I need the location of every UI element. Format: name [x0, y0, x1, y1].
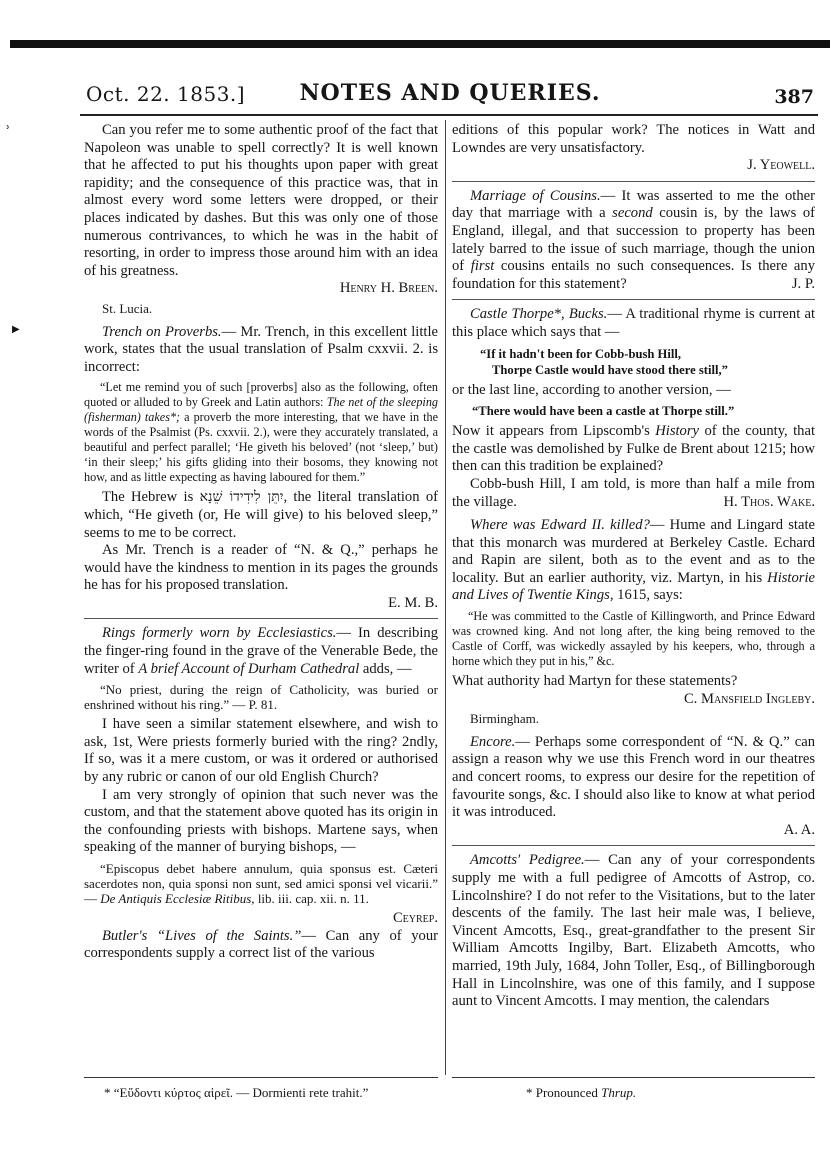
butler-signature: J. Yeowell.: [747, 157, 815, 174]
amcotts-text: — Can any of your correspondents supply me with a full pedigree of Amcotts of Astrop, co. Lincolnshire? I do not refer to the Visitations, but to the later descents of the family. The last heir male was, I believe, Vincent Amcotts, Esq., great-grandfather to the present Sir William Amcotts Ingilby, Bart. Elizabeth Amcotts, who married, 19th July, 1684, John Toller, Esq., of Billingborough Hall in Lincolnshire, was one of this family, and I suppose aunt to Vincent Amcotts. I may mention, the calendars: [452, 852, 815, 1010]
rings-intro-a: — In describing the finger-ring found in the grave of the Venerable Bede, the writer of: [84, 625, 438, 677]
trench-intro: — Mr. Trench, in this excellent little work, states that the usual translation of Psalm cxxvii. 2. is incorrect:: [84, 323, 439, 375]
encore-query: [452, 734, 815, 840]
encore-signature: A. A.: [783, 821, 815, 838]
butler-query: [84, 928, 438, 963]
footnote-rule-right: [452, 1077, 815, 1078]
rings-signature: Ceyrep.: [392, 910, 438, 926]
castle-para-italic: History: [655, 423, 700, 440]
edward-place: Birmingham.: [470, 711, 539, 727]
encore-title: Encore.: [470, 733, 516, 750]
edward-signature: C. Mansfield Ingleby.: [683, 690, 815, 707]
section-rule: [452, 299, 815, 300]
castle-signature: H. Thos. Wake.: [723, 493, 815, 510]
butler-continued: editions of this popular work? The notices in Watt and Lowndes are very unsatisfactory.: [452, 122, 815, 156]
edward-title: Where was Edward II. killed?: [470, 517, 650, 534]
trench-query: [84, 324, 438, 613]
edward-quote: “He was committed to the Castle of Killingworth, and Prince Edward was crowned king. And not long after, the king being removed to the Castle of Corff, was wickedly assayled by his keepers, who, through a horne which they put in his,” &c.: [452, 609, 815, 669]
edward-italic: Historie and Lives of Twentie Kings,: [452, 569, 815, 604]
trench-quote-a: “Let me remind you of such [proverbs] also as the following, often quoted or alluded to by Greek and Latin authors:: [84, 380, 438, 410]
top-border-bar: [10, 40, 830, 48]
section-rule: [84, 618, 438, 619]
section-rule: [452, 181, 815, 182]
latin-ref: lib. iii. cap. xii. n. 11.: [257, 891, 369, 906]
right-column: [452, 122, 815, 1011]
hebrew-pre: The Hebrew is: [102, 489, 194, 506]
left-column: [84, 122, 438, 963]
cousins-text-b: cousin is, by the laws of England, illegal, and that succession to property has been lately barred to the issue of such marriage, though the union of: [452, 205, 816, 275]
rings-title: Rings formerly worn by Ecclesiastics.: [102, 625, 337, 642]
amcotts-title: Amcotts' Pedigree.: [470, 852, 585, 869]
castle-mid: or the last line, according to another version, —: [452, 381, 731, 398]
edward-text-b: 1615, says:: [617, 587, 683, 604]
rings-intro-italic: A brief Account of Durham Cathedral: [138, 660, 360, 677]
margin-bullet: ▶: [12, 324, 20, 335]
cousins-text-a: — It was asserted to me the other day that marriage with a: [452, 187, 815, 222]
rings-para2: I am very strongly of opinion that such never was the custom, and that the statement above quoted has its origin in the confounding priests with bishops. Martene says, when speaking of the manner of burying bishops, —: [84, 786, 438, 856]
edward-text-a: — Hume and Lingard state that this monarch was murdered at Berkeley Castle. Echard and Rapin are silent, both as to the event and as to the locality. But an earlier authority, viz. Martyn, in his: [452, 517, 815, 586]
cousins-text-c: cousins entails no such consequences. Is there any foundation for this statement?: [452, 258, 815, 292]
cousins-signature: J. P.: [791, 275, 815, 292]
rings-intro-b: adds, —: [362, 660, 412, 677]
rhyme-line-1: “If it hadn't been for Cobb-bush Hill,: [480, 346, 681, 361]
journal-title: NOTES AND QUERIES.: [299, 80, 601, 106]
rings-latin: [84, 861, 438, 906]
butler-title: Butler's “Lives of the Saints.”: [102, 927, 302, 944]
hebrew-text: יִתֵּן לִידִידוֹ שֵׁנָא: [199, 489, 284, 506]
rings-query: [84, 625, 438, 927]
napoleon-place: St. Lucia.: [102, 300, 153, 316]
castle-para-b: of the county, that the castle was demolished by Fulke de Brent about 1215; how then can this tradition be explained?: [452, 423, 816, 475]
trench-quote-b: a proverb the more interesting, that we have in the words of the Psalmist (Ps. cxxvii. 2.), were they accurately translated, a beautiful and perfect parallel; ‘He giveth his beloved’ (not ‘sleep,’ but) ‘in their sleep;’ his gifts gliding into their bosoms, they knowing not how, and as little expecting as having laboured for them.”: [84, 410, 438, 485]
cousins-italic-second: second: [612, 205, 653, 222]
trench-quote-italic: The net of the sleeping (fisherman) takes*;: [84, 395, 439, 425]
footnote-right-text: * Pronounced: [526, 1085, 598, 1100]
trench-para2: As Mr. Trench is a reader of “N. & Q.,” perhaps he would have the kindness to mention in its pages the grounds he has for his proposed translation.: [84, 542, 438, 594]
napoleon-query: [84, 122, 438, 318]
page-header: [86, 78, 814, 112]
margin-mark: ʾ: [6, 124, 11, 140]
rhyme-line-2: Thorpe Castle would have stood there still,”: [492, 362, 728, 377]
napoleon-signature: Henry H. Breen.: [339, 280, 438, 297]
cousins-query: [452, 188, 815, 294]
napoleon-text: Can you refer me to some authentic proof of the fact that Napoleon was unable to spell correctly? It is well known that he affected to put his thoughts upon paper with great rapidity; and the consequence of this practice was, that in almost every word some letters were dropped, or their places indicated by dashes. But this was only one of those numerous contrivances, to which he was in the habit of resorting, in order to impress those around him with an idea of his greatness.: [84, 122, 438, 279]
footnote-right: [526, 1085, 636, 1101]
trench-title: Trench on Proverbs.: [102, 323, 222, 340]
header-rule: [80, 114, 818, 116]
footnote-right-italic: Thrup.: [601, 1085, 637, 1100]
trench-signature: E. M. B.: [388, 594, 438, 611]
page-number: 387: [774, 86, 814, 108]
cousins-italic-first: first: [470, 258, 495, 275]
castle-intro: — A traditional rhyme is current at this place which says that —: [452, 306, 816, 340]
latin-italic: De Antiquis Ecclesiæ Ritibus,: [100, 891, 255, 906]
edward-query: [452, 517, 815, 728]
footnote-rule-left: [84, 1077, 438, 1078]
castle-query: [452, 306, 815, 511]
section-rule: [452, 845, 815, 846]
castle-para-a: Now it appears from Lipscomb's: [452, 423, 650, 440]
cousins-title: Marriage of Cousins.: [470, 187, 601, 204]
amcotts-query: [452, 852, 815, 1010]
encore-text: — Perhaps some correspondent of “N. & Q.” can assign a reason why we use this French word in our theatres and concert rooms, to express our desire for the repetition of favourite songs, &c. I should also like to know at what period it was introduced.: [452, 733, 815, 821]
latin-text: “Episcopus debet habere annulum, quia sponsus est. Cæteri sacerdotes non, quia sponsi non sunt, sed amici sponsi vel vicarii.” —: [84, 861, 438, 906]
hebrew-post: , the literal translation of which, “He giveth (or, He will give) to his beloved sleep,” seems to me to be correct.: [84, 489, 438, 541]
edward-question: What authority had Martyn for these statements?: [452, 673, 738, 690]
footnote-left: * “Εὕδοντι κύρτος αἱρεῖ. — Dormienti rete trahit.”: [104, 1085, 369, 1100]
column-divider: [445, 120, 446, 1075]
butler-text: — Can any of your correspondents supply a correct list of the various: [84, 927, 438, 962]
rhyme-line-3: “There would have been a castle at Thorpe still.”: [472, 404, 735, 419]
header-date: Oct. 22. 1853.]: [86, 82, 246, 106]
trench-quote: [84, 380, 438, 485]
castle-para2: Cobb-bush Hill, I am told, is more than half a mile from the village.: [452, 475, 815, 510]
rings-quote: “No priest, during the reign of Catholicity, was buried or enshrined without his ring.” — P. 81.: [84, 682, 438, 713]
rings-para1: I have seen a similar statement elsewhere, and wish to ask, 1st, Were priests formerly buried with the ring? 2ndly, If so, was it a mere custom, or was it ordered or authorised by any rubric or canon of our old English Church?: [84, 716, 438, 786]
castle-title: Castle Thorpe*, Bucks.: [470, 306, 608, 323]
